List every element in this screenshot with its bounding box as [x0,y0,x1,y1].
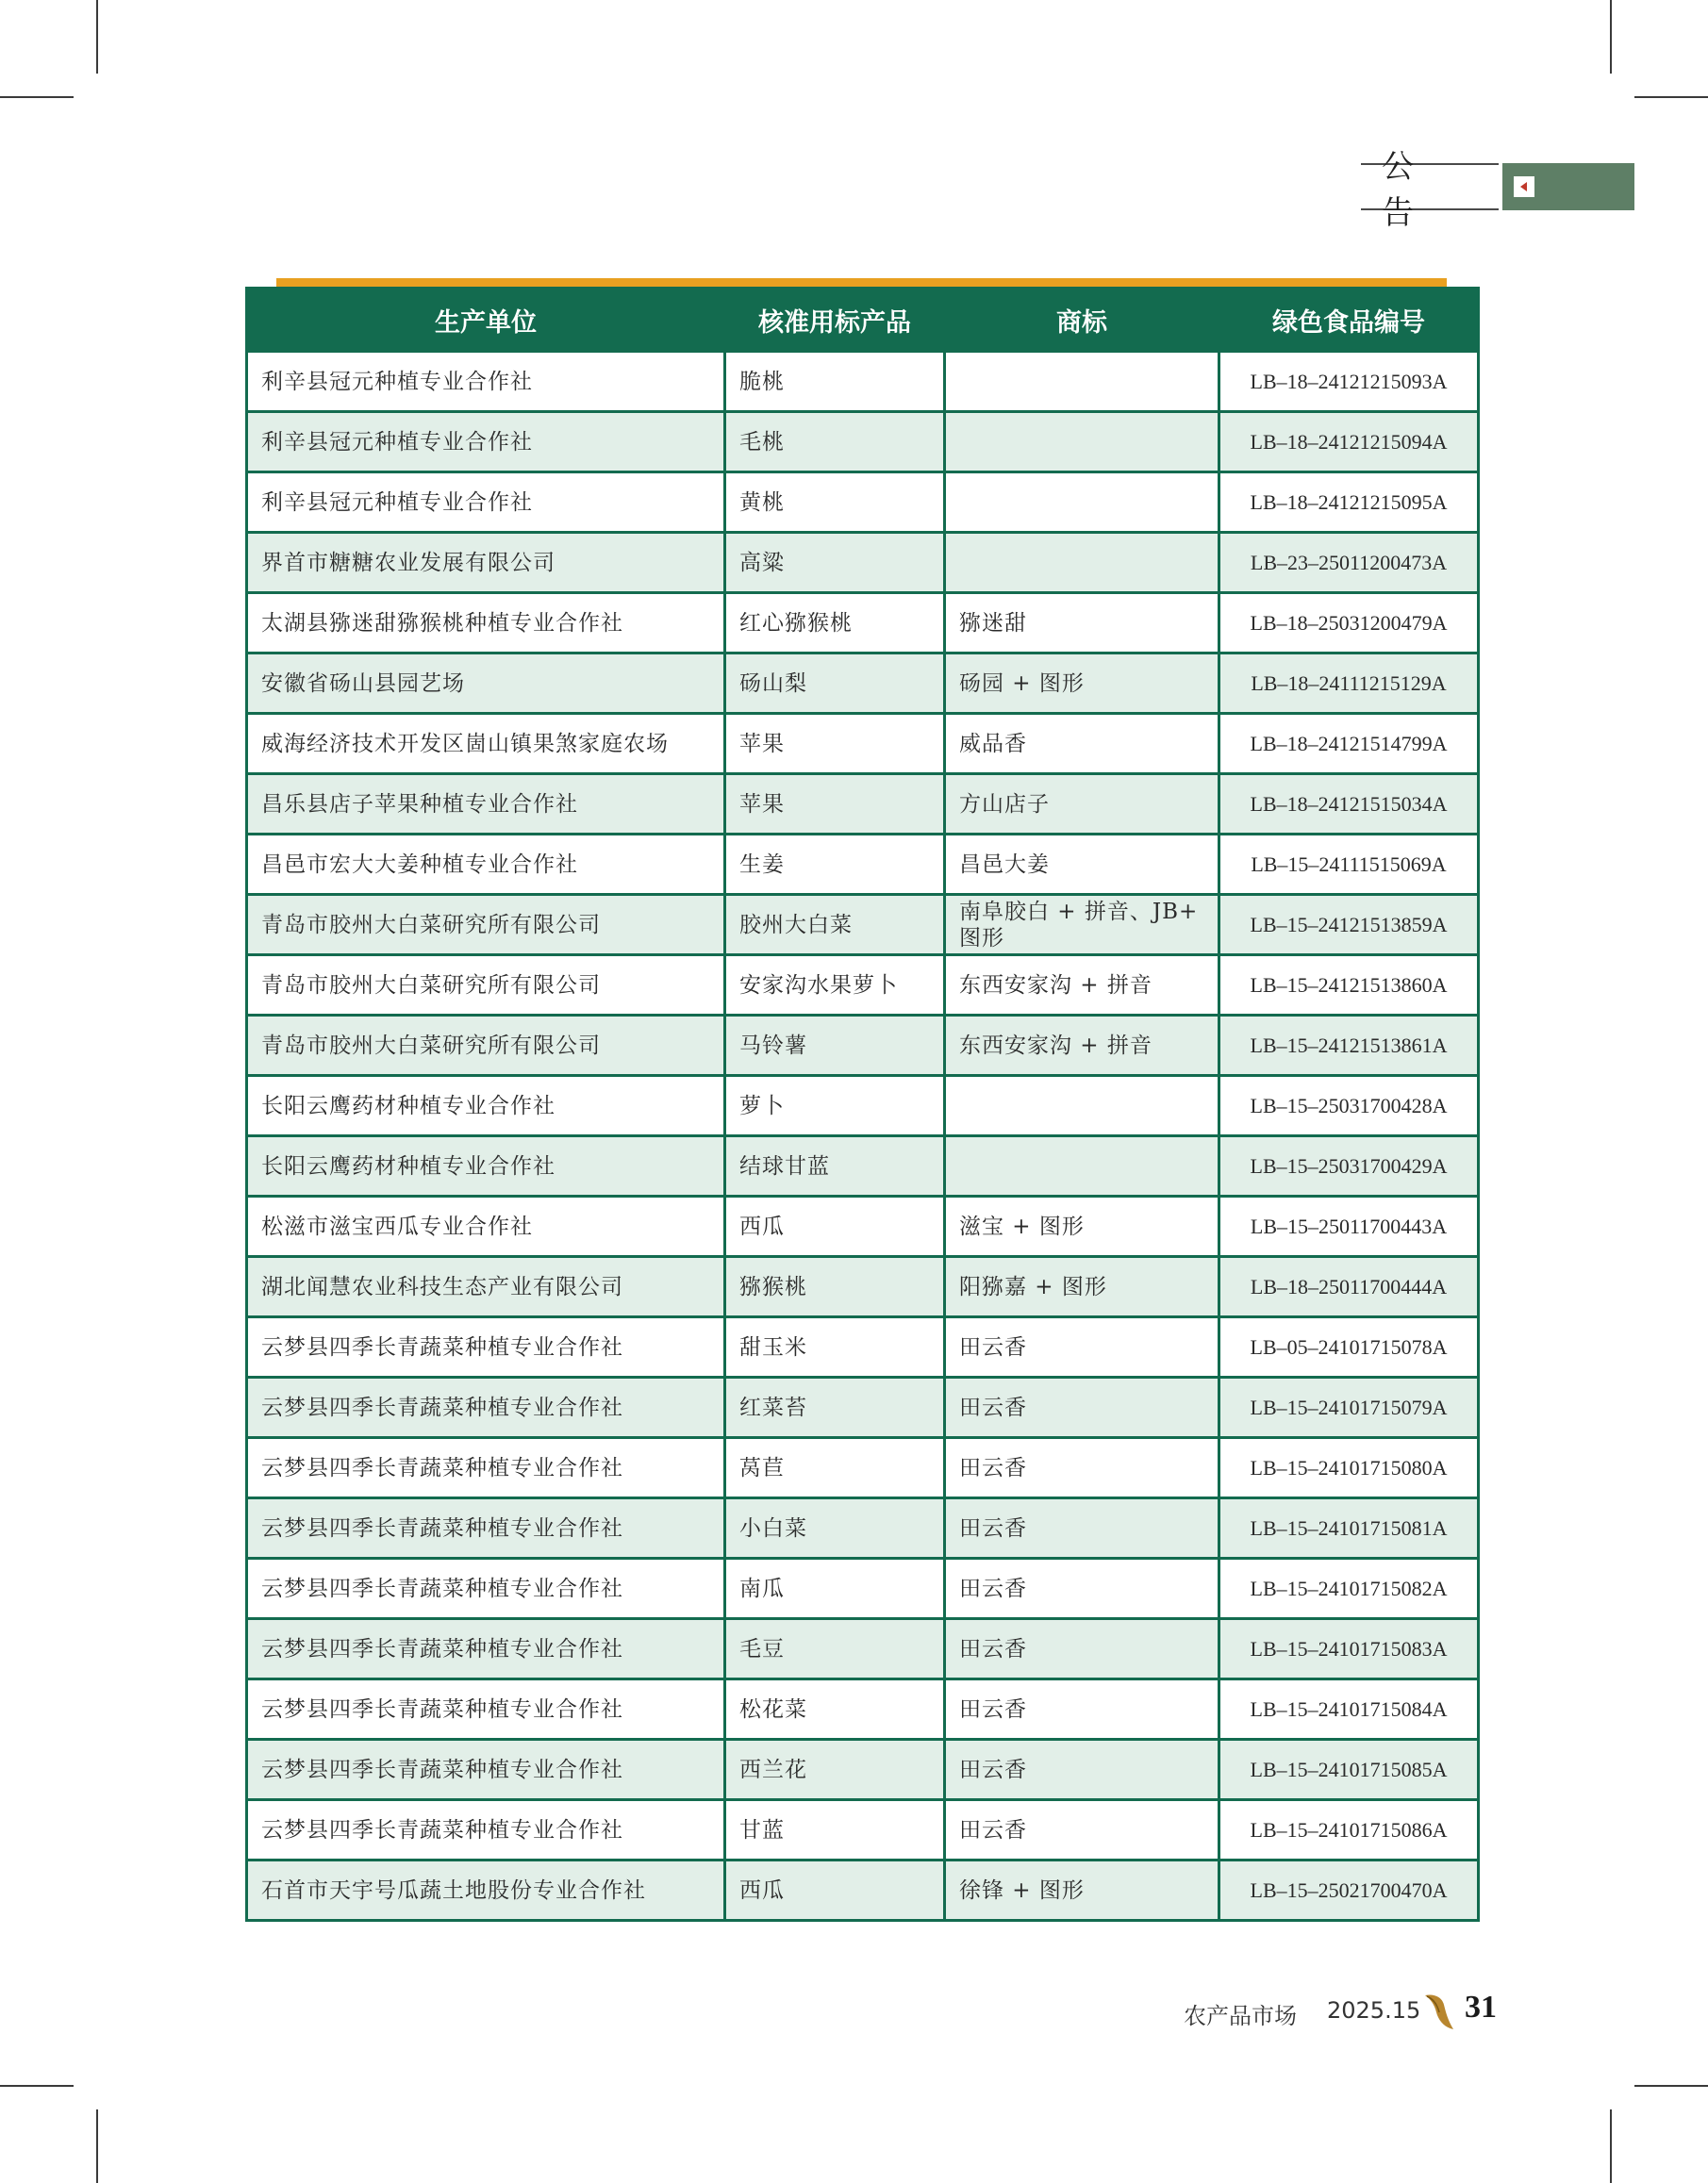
table-row [247,1076,1479,1136]
cell-brand: 威品香 [945,714,1219,774]
cell-unit: 安徽省砀山县园艺场 [247,653,725,714]
cell-unit: 威海经济技术开发区崮山镇果煞家庭农场 [247,714,725,774]
cell-code: LB–18–24121215093A [1219,352,1479,412]
cell-product: 安家沟水果萝卜 [725,955,945,1016]
table-row [247,1378,1479,1438]
table-row [247,1800,1479,1861]
table-body [247,352,1479,1921]
cell-code: LB–15–24101715079A [1219,1378,1479,1438]
crop-mark [1610,0,1612,74]
cell-brand: 田云香 [945,1679,1219,1740]
table-row [247,835,1479,895]
cell-unit: 太湖县猕迷甜猕猴桃种植专业合作社 [247,593,725,653]
cell-unit: 云梦县四季长青蔬菜种植专业合作社 [247,1800,725,1861]
cell-brand: 东西安家沟 + 拼音 [945,1016,1219,1076]
crop-mark [96,2109,98,2183]
cell-code: LB–05–24101715078A [1219,1317,1479,1378]
cell-code: LB–18–24121515034A [1219,774,1479,835]
cell-brand: 田云香 [945,1378,1219,1438]
cell-brand: 田云香 [945,1317,1219,1378]
cell-brand: 阳猕嘉 + 图形 [945,1257,1219,1317]
cell-product: 西瓜 [725,1197,945,1257]
cell-product: 甜玉米 [725,1317,945,1378]
table-row [247,1317,1479,1378]
cell-brand: 田云香 [945,1619,1219,1679]
cell-brand [945,352,1219,412]
cell-code: LB–15–24121513861A [1219,1016,1479,1076]
cell-unit: 云梦县四季长青蔬菜种植专业合作社 [247,1679,725,1740]
crop-mark [1634,96,1708,98]
cell-code: LB–18–25031200479A [1219,593,1479,653]
cell-unit: 青岛市胶州大白菜研究所有限公司 [247,1016,725,1076]
cell-unit: 利辛县冠元种植专业合作社 [247,352,725,412]
table-row [247,653,1479,714]
cell-code: LB–23–25011200473A [1219,533,1479,593]
cell-code: LB–18–24111215129A [1219,653,1479,714]
cell-brand: 滋宝 + 图形 [945,1197,1219,1257]
cell-brand: 猕迷甜 [945,593,1219,653]
section-title: 公 告 [1361,163,1499,210]
cell-product: 苹果 [725,714,945,774]
cell-code: LB–15–25011700443A [1219,1197,1479,1257]
cell-code: LB–15–24101715084A [1219,1679,1479,1740]
cell-unit: 利辛县冠元种植专业合作社 [247,472,725,533]
section-header-band [1502,163,1634,210]
cell-unit: 石首市天宇号瓜蔬土地股份专业合作社 [247,1861,725,1921]
table-header-row [247,289,1479,352]
cell-product: 西兰花 [725,1740,945,1800]
magazine-name: 农产品市场 [1184,2003,1297,2029]
cell-unit: 青岛市胶州大白菜研究所有限公司 [247,955,725,1016]
cell-brand: 砀园 + 图形 [945,653,1219,714]
cell-brand: 田云香 [945,1559,1219,1619]
cell-brand [945,533,1219,593]
table-row [247,412,1479,472]
table-row [247,1136,1479,1197]
cell-product: 马铃薯 [725,1016,945,1076]
table-row [247,1016,1479,1076]
cell-code: LB–15–24121513859A [1219,895,1479,955]
cell-unit: 松滋市滋宝西瓜专业合作社 [247,1197,725,1257]
table-row [247,472,1479,533]
table-row [247,1498,1479,1559]
crop-mark [0,96,74,98]
cell-code: LB–15–24101715083A [1219,1619,1479,1679]
cell-brand [945,412,1219,472]
table-row [247,714,1479,774]
cell-product: 甘蓝 [725,1800,945,1861]
cell-brand: 南阜胶白 + 拼音、JB+ 图形 [945,895,1219,955]
cell-unit: 云梦县四季长青蔬菜种植专业合作社 [247,1378,725,1438]
cell-unit: 长阳云鹰药材种植专业合作社 [247,1076,725,1136]
cell-code: LB–15–25021700470A [1219,1861,1479,1921]
cell-brand: 田云香 [945,1438,1219,1498]
table-row [247,774,1479,835]
table-row [247,1197,1479,1257]
table-row [247,1559,1479,1619]
cell-unit: 湖北闻慧农业科技生态产业有限公司 [247,1257,725,1317]
cell-unit: 昌乐县店子苹果种植专业合作社 [247,774,725,835]
cell-product: 毛桃 [725,412,945,472]
cell-product: 砀山梨 [725,653,945,714]
cell-unit: 利辛县冠元种植专业合作社 [247,412,725,472]
page-footer [1184,1990,1504,2037]
table-row [247,352,1479,412]
cell-product: 生姜 [725,835,945,895]
page-number: 31 [1465,1990,1497,2025]
table-accent-bar [276,278,1447,287]
crop-mark [1610,2109,1612,2183]
issue-number: 2025.15 [1327,1997,1421,2024]
cell-unit: 长阳云鹰药材种植专业合作社 [247,1136,725,1197]
cell-unit: 昌邑市宏大大姜种植专业合作社 [247,835,725,895]
table-row [247,1861,1479,1921]
column-header-brand: 商标 [945,289,1219,352]
cell-brand: 田云香 [945,1800,1219,1861]
crop-mark [0,2085,74,2087]
table-row [247,1740,1479,1800]
cell-brand: 徐锋 + 图形 [945,1861,1219,1921]
green-food-table [245,287,1477,1922]
cell-code: LB–15–24101715086A [1219,1800,1479,1861]
cell-product: 脆桃 [725,352,945,412]
cell-brand [945,1136,1219,1197]
cell-unit: 云梦县四季长青蔬菜种植专业合作社 [247,1559,725,1619]
cell-product: 高粱 [725,533,945,593]
cell-product: 苹果 [725,774,945,835]
table-row [247,1438,1479,1498]
cell-product: 红心猕猴桃 [725,593,945,653]
cell-product: 毛豆 [725,1619,945,1679]
cell-code: LB–15–25031700428A [1219,1076,1479,1136]
cell-code: LB–15–24101715081A [1219,1498,1479,1559]
cell-product: 结球甘蓝 [725,1136,945,1197]
cell-code: LB–18–25011700444A [1219,1257,1479,1317]
cell-product: 西瓜 [725,1861,945,1921]
cell-unit: 云梦县四季长青蔬菜种植专业合作社 [247,1438,725,1498]
table-row [247,593,1479,653]
table-row [247,533,1479,593]
cell-product: 萝卜 [725,1076,945,1136]
cell-product: 南瓜 [725,1559,945,1619]
cell-unit: 云梦县四季长青蔬菜种植专业合作社 [247,1498,725,1559]
cell-product: 松花菜 [725,1679,945,1740]
table-row [247,1679,1479,1740]
cell-unit: 云梦县四季长青蔬菜种植专业合作社 [247,1619,725,1679]
crop-mark [96,0,98,74]
cell-unit: 青岛市胶州大白菜研究所有限公司 [247,895,725,955]
cell-code: LB–18–24121215094A [1219,412,1479,472]
cell-unit: 云梦县四季长青蔬菜种植专业合作社 [247,1317,725,1378]
cell-brand: 昌邑大姜 [945,835,1219,895]
section-header [1361,148,1634,232]
cell-brand: 方山店子 [945,774,1219,835]
cell-code: LB–18–24121215095A [1219,472,1479,533]
arrow-left-icon [1514,176,1534,197]
cell-brand: 田云香 [945,1740,1219,1800]
column-header-code: 绿色食品编号 [1219,289,1479,352]
leaf-logo-icon [1421,1992,1457,2037]
cell-brand: 田云香 [945,1498,1219,1559]
cell-brand [945,472,1219,533]
cell-brand: 东西安家沟 + 拼音 [945,955,1219,1016]
table-row [247,895,1479,955]
cell-product: 莴苣 [725,1438,945,1498]
table-row [247,955,1479,1016]
cell-unit: 界首市糖糖农业发展有限公司 [247,533,725,593]
cell-product: 小白菜 [725,1498,945,1559]
cell-code: LB–15–24101715080A [1219,1438,1479,1498]
cell-product: 黄桃 [725,472,945,533]
cell-unit: 云梦县四季长青蔬菜种植专业合作社 [247,1740,725,1800]
cell-code: LB–15–25031700429A [1219,1136,1479,1197]
cell-code: LB–15–24121513860A [1219,955,1479,1016]
cell-code: LB–15–24101715082A [1219,1559,1479,1619]
cell-product: 猕猴桃 [725,1257,945,1317]
cell-code: LB–18–24121514799A [1219,714,1479,774]
cell-code: LB–15–24111515069A [1219,835,1479,895]
column-header-unit: 生产单位 [247,289,725,352]
column-header-product: 核准用标产品 [725,289,945,352]
cell-brand [945,1076,1219,1136]
crop-mark [1634,2085,1708,2087]
cell-product: 红菜苔 [725,1378,945,1438]
cell-code: LB–15–24101715085A [1219,1740,1479,1800]
table-row [247,1619,1479,1679]
cell-product: 胶州大白菜 [725,895,945,955]
table-row [247,1257,1479,1317]
